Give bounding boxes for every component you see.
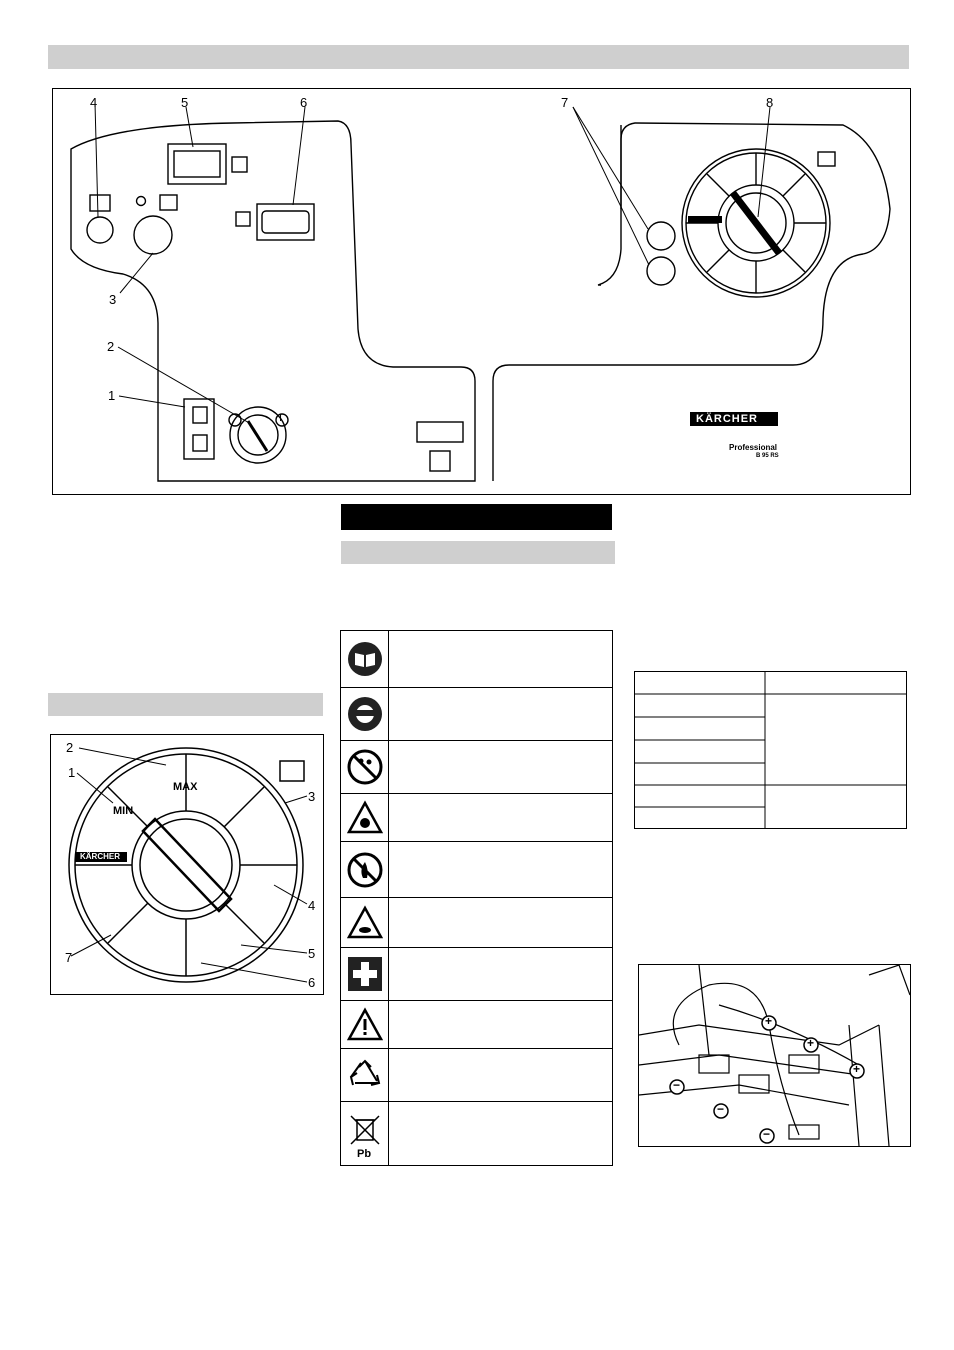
brand-text: KÄRCHER: [696, 413, 758, 425]
symbols-table: [340, 630, 613, 1166]
battery-drawing: [639, 965, 910, 1146]
minus-label-1: −: [673, 1078, 681, 1092]
symbol-row: [341, 687, 612, 740]
dial-callout-1: 1: [68, 765, 76, 780]
section-header-bar: [48, 45, 909, 69]
plus-label-2: +: [807, 1036, 815, 1050]
symbol-row: [341, 740, 612, 793]
dial-brand: KÄRCHER: [80, 852, 120, 861]
plus-label-1: +: [765, 1014, 773, 1028]
goggles-icon: [347, 696, 383, 732]
symbol-row: [341, 1000, 612, 1048]
dial-callout-6: 6: [308, 975, 316, 990]
symbol-row: [341, 1101, 612, 1165]
dial-callout-7: 7: [65, 950, 73, 965]
minus-label-2: −: [717, 1102, 725, 1116]
middle-black-bar: [341, 504, 612, 530]
first-aid-icon: [347, 956, 383, 992]
symbol-row: [341, 841, 612, 897]
data-table: [634, 671, 907, 829]
no-fire-icon: [347, 852, 383, 888]
pb-label: Pb: [357, 1148, 372, 1160]
dial-max-label: MAX: [173, 781, 198, 793]
dial-callout-4: 4: [308, 898, 316, 913]
model-line-1: Professional: [729, 443, 778, 452]
callout-7: 7: [561, 95, 569, 110]
control-panel-drawing: [53, 89, 910, 494]
battery-connection-figure: [638, 964, 911, 1147]
callout-1: 1: [108, 388, 116, 403]
plus-label-3: +: [853, 1062, 861, 1076]
no-trash-pb-icon: [347, 1112, 383, 1148]
keep-children-away-icon: [347, 749, 383, 785]
left-section-header-bar: [48, 693, 323, 716]
program-dial-drawing: [51, 735, 323, 994]
minus-label-3: −: [763, 1127, 771, 1141]
symbol-row: [341, 947, 612, 1000]
symbol-row: [341, 631, 612, 687]
acid-warning-icon: [347, 905, 383, 941]
dial-min-label: MIN: [113, 805, 134, 817]
callout-2: 2: [107, 339, 115, 354]
manual-icon: [347, 641, 383, 677]
symbol-row: [341, 1048, 612, 1101]
callout-8: 8: [766, 95, 774, 110]
ignition-mark: I: [279, 412, 283, 424]
callout-5: 5: [181, 95, 189, 110]
control-panel-figure: [52, 88, 911, 495]
callout-6: 6: [300, 95, 308, 110]
dial-callout-5: 5: [308, 946, 316, 961]
callout-3: 3: [109, 292, 117, 307]
recycling-icon: [347, 1057, 383, 1093]
general-warning-icon: [347, 1007, 383, 1043]
callout-4: 4: [90, 95, 98, 110]
data-table-grid: [635, 672, 906, 828]
middle-section-header-bar: [341, 541, 615, 564]
program-dial-figure: [50, 734, 324, 995]
dial-callout-2: 2: [66, 740, 74, 755]
model-line-2: B 95 RS: [756, 453, 779, 459]
dial-callout-3: 3: [308, 789, 316, 804]
symbol-row: [341, 897, 612, 947]
symbol-row: [341, 793, 612, 841]
explosion-warning-icon: [347, 800, 383, 836]
